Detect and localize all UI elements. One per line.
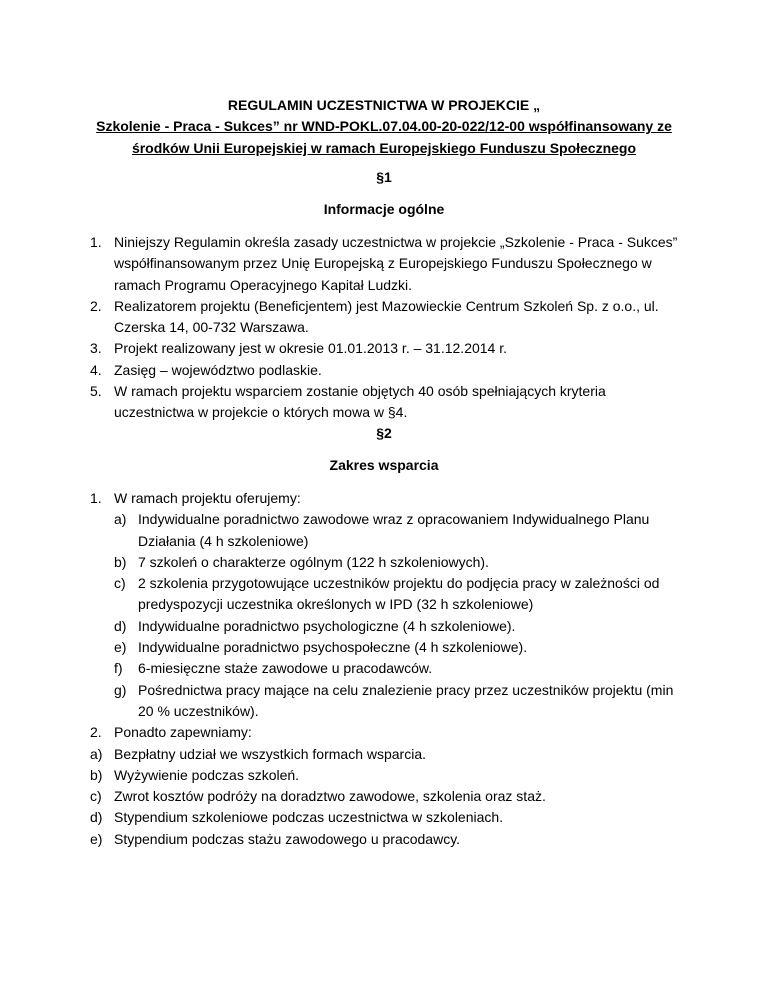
list-item — [0, 381, 768, 424]
list-marker: 1. — [90, 234, 102, 250]
list-marker: 5. — [90, 383, 102, 400]
list-item-text: 6-miesięczne staże zawodowe u pracodawców. — [138, 660, 433, 677]
section-1-list — [0, 232, 768, 424]
list-item-text: Zwrot kosztów podróży na doradztwo zawodowe, szkolenia oraz staż. — [114, 788, 546, 805]
list-item-text: Stypendium szkoleniowe podczas uczestnictwa w szkoleniach. — [114, 809, 504, 826]
list-item — [0, 338, 768, 359]
list-item-text: Ponadto zapewniamy: — [114, 724, 252, 741]
section-1-heading: Informacje ogólne — [323, 201, 445, 217]
list-item-text: Niniejszy Regulamin określa zasady uczestnictwa w projekcie „Szkolenie - Praca - Sukces” współfinansowanym przez Unię Europejską z Europejskiego Funduszu Społecznego w ramach Programu Operacyjnego Kapitał Ludzki. — [114, 234, 678, 293]
list-item — [0, 744, 768, 765]
list-item-text: Indywidualne poradnictwo psychologiczne (4 h szkoleniowe). — [138, 617, 516, 634]
list-marker: g) — [114, 681, 127, 698]
list-subitem — [0, 680, 768, 723]
list-item — [0, 765, 768, 786]
list-marker: 2. — [90, 724, 102, 741]
list-subitem — [0, 658, 768, 679]
list-marker: a) — [90, 745, 103, 762]
list-item-text: 2 szkolenia przygotowujące uczestników projektu do podjęcia pracy w zależności od predyspozycji uczestnika określonych w IPD (32 h szkoleniowe) — [138, 575, 660, 613]
list-item-text: Pośrednictwa pracy mające na celu znalezienie pracy przez uczestników projektu (min 20 % uczestników). — [138, 681, 674, 719]
list-item — [0, 296, 768, 339]
list-item-text: W ramach projektu wsparciem zostanie objętych 40 osób spełniających kryteria uczestnictwa w projekcie o których mowa w §4. — [114, 383, 606, 421]
list-marker: 4. — [90, 361, 102, 378]
list-item-text: Wyżywienie podczas szkoleń. — [114, 766, 300, 783]
list-marker: e) — [90, 830, 103, 847]
list-subitem — [0, 509, 768, 552]
list-marker: b) — [90, 766, 103, 783]
section-2-heading: Zakres wsparcia — [329, 457, 439, 473]
list-marker: 2. — [90, 297, 102, 314]
list-item-text: Stypendium podczas stażu zawodowego u pracodawcy. — [114, 830, 461, 847]
list-item-text: Indywidualne poradnictwo zawodowe wraz z opracowaniem Indywidualnego Planu Działania (4 h szkoleniowe) — [138, 511, 650, 549]
list-marker: 1. — [90, 490, 102, 506]
section-2-list — [0, 488, 768, 850]
list-subitem — [0, 637, 768, 658]
list-item-text: Bezpłatny udział we wszystkich formach wsparcia. — [114, 745, 427, 762]
list-marker: 3. — [90, 340, 102, 357]
list-marker: b) — [114, 553, 127, 570]
list-item — [0, 488, 768, 509]
list-item — [0, 786, 768, 807]
list-marker: c) — [90, 788, 102, 805]
section-1-number: §1 — [376, 169, 392, 185]
section-2-number: §2 — [376, 425, 392, 441]
list-marker: c) — [114, 575, 126, 592]
list-item-text: Indywidualne poradnictwo psychospołeczne (4 h szkoleniowe). — [138, 639, 528, 656]
list-item-text: Projekt realizowany jest w okresie 01.01.2013 r. – 31.12.2014 r. — [114, 340, 508, 357]
list-subitem — [0, 552, 768, 573]
list-item-text: Realizatorem projektu (Beneficjentem) jest Mazowieckie Centrum Szkoleń Sp. z o.o., ul. Czerska 14, 00-732 Warszawa. — [114, 297, 659, 336]
list-item — [0, 722, 768, 743]
list-marker: d) — [90, 809, 103, 826]
list-item-text: W ramach projektu oferujemy: — [114, 490, 301, 506]
document-subtitle: Szkolenie - Praca - Sukces” nr WND-POKL.07.04.00-20-022/12-00 współfinansowany ze środków Unii Europejskiej w ramach Europejskiego Funduszu Społecznego — [96, 118, 672, 156]
list-item-text: Zasięg – województwo podlaskie. — [114, 361, 322, 378]
list-item — [0, 360, 768, 381]
list-marker: d) — [114, 617, 127, 634]
list-item — [0, 232, 768, 296]
list-subitem — [0, 573, 768, 616]
list-marker: a) — [114, 511, 127, 528]
list-item — [0, 829, 768, 850]
list-marker: f) — [114, 660, 123, 677]
list-marker: e) — [114, 639, 127, 656]
list-subitem — [0, 616, 768, 637]
list-item-text: 7 szkoleń o charakterze ogólnym (122 h szkoleniowych). — [138, 553, 489, 570]
list-item — [0, 807, 768, 828]
document-title: REGULAMIN UCZESTNICTWA W PROJEKCIE „ — [227, 97, 541, 113]
